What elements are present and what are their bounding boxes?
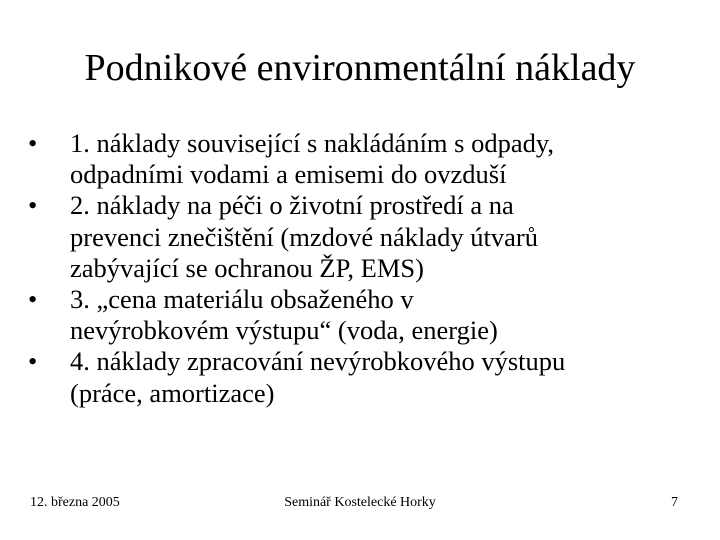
bullet-text-line: (práce, amortizace) <box>70 377 275 408</box>
footer-page-number: 7 <box>671 495 678 510</box>
bullet-item-2 <box>28 190 708 284</box>
bullet-marker: • <box>28 190 38 221</box>
bullet-text-line: prevenci znečištění (mzdové náklady útvarů <box>70 221 538 252</box>
bullet-marker: • <box>28 284 38 315</box>
footer-event-name: Seminář Kostelecké Horky <box>284 495 436 510</box>
bullet-item-3 <box>28 284 708 346</box>
slide-title: Podnikové environmentální náklady <box>84 47 636 89</box>
bullet-text-line: 2. náklady na péči o životní prostředí a na <box>70 190 514 221</box>
bullet-marker: • <box>28 128 38 158</box>
bullet-text-line: 4. náklady zpracování nevýrobkového výstupu <box>70 346 566 377</box>
bullet-item-4 <box>28 346 708 408</box>
bullet-text-line: zabývající se ochranou ŽP, EMS) <box>70 252 424 283</box>
bullet-item-1 <box>28 128 708 190</box>
bullet-list <box>28 128 708 409</box>
bullet-text-line: nevýrobkovém výstupu“ (voda, energie) <box>70 315 498 346</box>
bullet-text-line: 3. „cena materiálu obsaženého v <box>70 284 414 315</box>
bullet-marker: • <box>28 346 38 377</box>
bullet-text-line: 1. náklady související s nakládáním s odpady, <box>70 128 555 158</box>
footer-date: 12. března 2005 <box>30 495 120 510</box>
bullet-text-line: odpadními vodami a emisemi do ovzduší <box>70 159 507 190</box>
